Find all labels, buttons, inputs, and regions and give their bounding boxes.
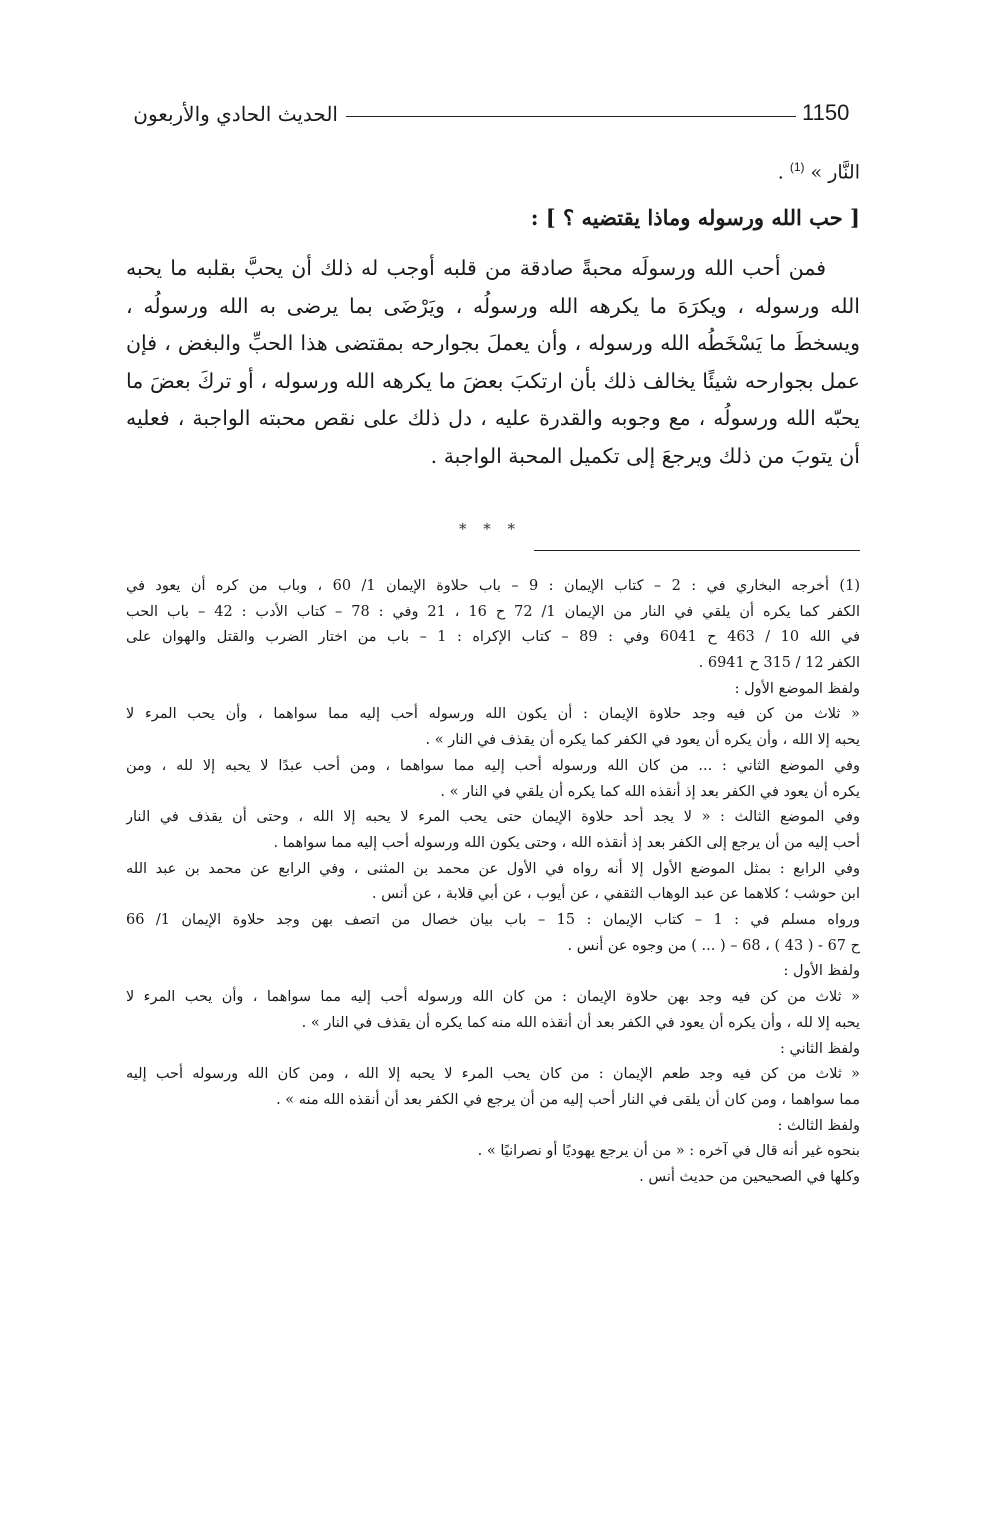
footnote-line: في الله 10 / 463 ح 6041 وفي : 89 – كتاب الإكراه : 1 – باب من اختار الضرب والقتل والهوان على <box>126 629 860 646</box>
footnote-line: أحب إليه من أن يرجع إلى الكفر بعد إذ أنقذه الله ، وحتى يكون الله ورسوله أحب إليه مما سواهما . <box>273 834 860 851</box>
section-heading: [ حب الله ورسوله وماذا يقتضيه ؟ ] : <box>530 205 860 230</box>
footnote-line: « ثلاث من كن فيه وجد بهن حلاوة الإيمان : من كان الله ورسوله أحب إليه مما سواهما ، وأن يحب المرء لا <box>126 989 860 1006</box>
footnote-line: وفي الرابع : بمثل الموضع الأول إلا أنه رواه في الأول عن محمد بن المثنى ، وفي الرابع عن محمد بن عبد الله <box>126 860 860 877</box>
footnote-line: (1) أخرجه البخاري في : 2 – كتاب الإيمان : 9 – باب حلاوة الإيمان 1/ 60 ، وباب من كره أن يعود في <box>126 578 860 594</box>
paragraph-text: فمن أحب الله ورسولَه محبةً صادقة من قلبه أوجب له ذلك أن يحبَّ بقلبه ما يحبه الله ورسوله ، ويكرَهَ ما يكرهه الله ورسولُه ، ويَرْضَى بما يرضى به الله ورسولُه ، ويسخطَ ما يَسْخَطُه الله ورسوله ، وأن يعملَ بجوارحه بمقتضى هذا الحبِّ والبغض ، فإن عمل بجوارحه شيئًا يخالف ذلك بأن ارتكبَ بعضَ ما يكرهه الله ورسوله ، أو تركَ بعضَ ما يحبّه الله ورسولُه ، مع وجوبه والقدرة عليه ، دل ذلك على نقص محبته الواجبة ، فعليه أن يتوبَ من ذلك ويرجعَ إلى تكميل المحبة الواجبة . <box>126 256 860 468</box>
footnote-line: الكفر 12 / 315 ح 6941 . <box>698 655 860 672</box>
continuation-trail: . <box>777 161 790 184</box>
footnote-ref[interactable]: (1) <box>789 160 805 174</box>
footnote-line: ولفظ الثالث : <box>777 1117 860 1134</box>
footnote-line: الكفر كما يكره أن يلقي في النار من الإيمان 1/ 72 ح 16 ، 21 وفي : 78 – كتاب الأدب : 42 – باب الحب <box>126 603 860 620</box>
footnote-line: بنحوه غير أنه قال في آخره : « من أن يرجع يهوديًا أو نصرانيًا » . <box>477 1143 860 1160</box>
footnote-line: مما سواهما ، ومن كان أن يلقى في النار أحب إليه من أن يرجع في الكفر بعد أن أنقذه الله منه » . <box>276 1091 860 1108</box>
footnote-line: « ثلاث من كن فيه وجد طعم الإيمان : من كان يحب المرء لا يحبه إلا الله ، ومن كان الله ورسوله أحب إليه <box>126 1066 860 1083</box>
footnote-line: ورواه مسلم في : 1 – كتاب الإيمان : 15 – باب بيان خصال من اتصف بهن وجد حلاوة الإيمان 1/ 66 <box>126 912 860 929</box>
footnote-line: يحبه إلا الله ، وأن يكره أن يعود في الكفر كما يكره أن يقذف في النار » . <box>425 732 860 749</box>
footnotes <box>126 574 860 1191</box>
footnote-line: يحبه إلا لله ، وأن يكره أن يعود في الكفر بعد أن أنقذه الله منه كما يكره أن يقذف في النار » . <box>301 1014 860 1031</box>
footnote-line: يكره أن يعود في الكفر بعد إذ أنقذه الله كما يكره أن يلقي في النار » . <box>440 783 860 800</box>
running-title: الحديث الحادي والأربعون <box>133 102 338 126</box>
body-paragraph <box>126 250 860 475</box>
footnote-line: ولفظ الثاني : <box>780 1040 860 1057</box>
footnote-rule <box>534 550 860 551</box>
footnote-line: وكلها في الصحيحين من حديث أنس . <box>639 1169 860 1186</box>
footnote-line: ولفظ الموضع الأول : <box>734 680 860 697</box>
footnote-line: وفي الموضع الثاني : ... من كان الله ورسوله أحب إليه مما سواهما ، ومن أحب عبدًا لا يحبه إلا لله ، ومن <box>126 757 860 774</box>
section-separator: * * * <box>458 520 522 538</box>
continuation-text: النَّار » <box>804 161 860 184</box>
page-number: 1150 <box>802 100 850 125</box>
footnote-line: وفي الموضع الثالث : « لا يجد أحد حلاوة الإيمان حتى يحب المرء لا يحبه إلا الله ، وحتى أن يقذف في النار <box>126 809 860 826</box>
footnote-line: ابن حوشب ؛ كلاهما عن عبد الوهاب الثقفي ، عن أيوب ، عن أبي قلابة ، عن أنس . <box>371 886 860 903</box>
footnote-line: « ثلاث من كن فيه وجد حلاوة الإيمان : أن يكون الله ورسوله أحب إليه مما سواهما ، وأن يحب المرء لا <box>126 706 860 723</box>
header-rule <box>346 116 796 117</box>
continuation-line <box>126 150 860 189</box>
footnote-line: ح 67 - ( 43 ) ، 68 – ( ... ) من وجوه عن أنس . <box>567 937 860 954</box>
footnote-line: ولفظ الأول : <box>783 963 860 980</box>
